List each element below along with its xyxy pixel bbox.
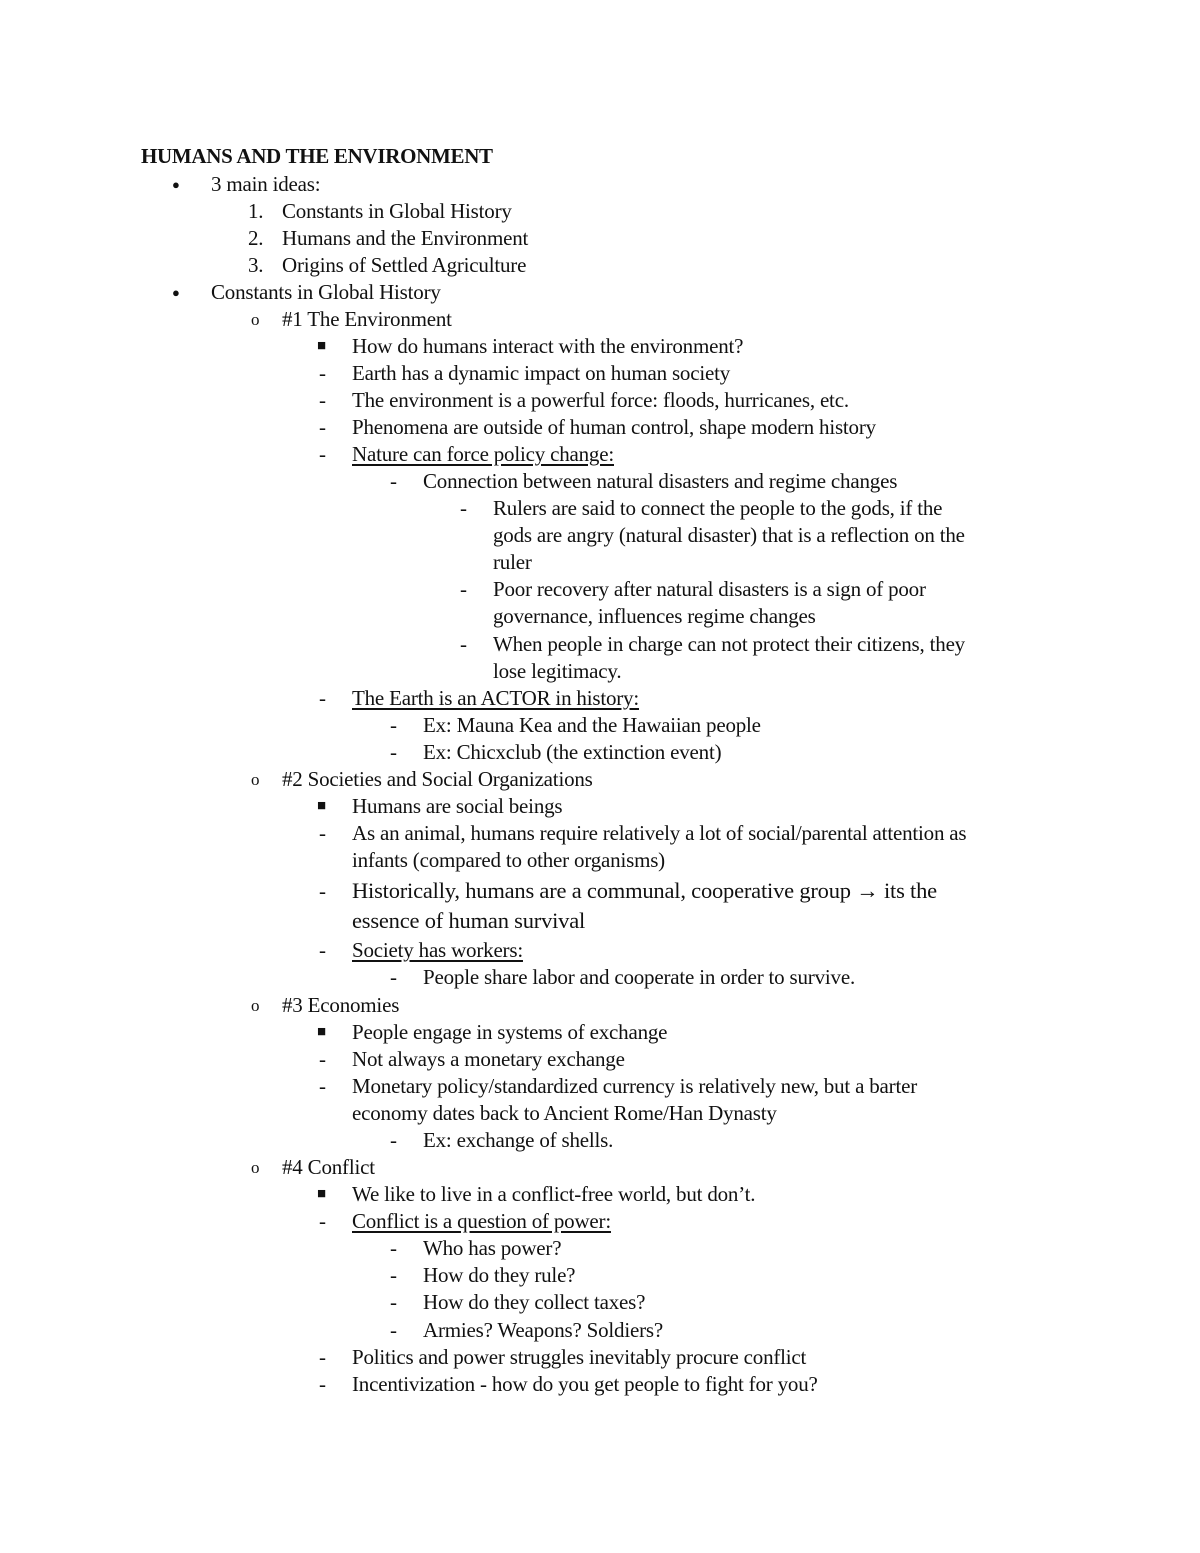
dash-marker: - (319, 1209, 326, 1233)
bullet-marker: ● (172, 177, 180, 192)
list-item-text: 3 main ideas: (211, 172, 321, 196)
dash-marker: - (390, 1290, 397, 1314)
square-marker: ■ (317, 1186, 326, 1202)
list-item-text: Conflict is a question of power: (352, 1209, 611, 1233)
dash-marker: - (460, 496, 467, 520)
bullet-marker: ● (172, 285, 180, 300)
circle-marker: o (251, 1158, 260, 1177)
list-item-text: #2 Societies and Social Organizations (282, 767, 593, 791)
list-item-text: How do humans interact with the environment? (352, 334, 744, 358)
list-item-text: Phenomena are outside of human control, shape modern history (352, 415, 876, 439)
list-item-text: #1 The Environment (282, 307, 452, 331)
list-item-text: As an animal, humans require relatively a lot of social/parental attention as (352, 821, 967, 845)
page-title: HUMANS AND THE ENVIRONMENT (141, 144, 493, 168)
number-marker: 2. (248, 226, 264, 250)
number-marker: 1. (248, 199, 264, 223)
list-item-text: Connection between natural disasters and regime changes (423, 469, 898, 493)
list-item-text: ruler (493, 550, 532, 574)
dash-marker: - (390, 469, 397, 493)
list-item-text: Nature can force policy change: (352, 442, 614, 466)
list-item-text: Not always a monetary exchange (352, 1047, 625, 1071)
list-item-text: Humans are social beings (352, 794, 563, 818)
list-item-text: Politics and power struggles inevitably procure conflict (352, 1345, 807, 1369)
list-item-text: Constants in Global History (211, 280, 441, 304)
list-item-text: People share labor and cooperate in order to survive. (423, 965, 855, 989)
dash-marker: - (390, 1128, 397, 1152)
list-item-text: Humans and the Environment (282, 226, 529, 250)
list-item-text: infants (compared to other organisms) (352, 848, 665, 872)
list-item-text: Armies? Weapons? Soldiers? (423, 1318, 663, 1342)
dash-marker: - (390, 713, 397, 737)
list-item-text: Who has power? (423, 1236, 562, 1260)
dash-marker: - (460, 632, 467, 656)
dash-marker: - (390, 965, 397, 989)
list-item-text: gods are angry (natural disaster) that is a reflection on the (493, 523, 965, 547)
dash-marker: - (319, 1345, 326, 1369)
square-marker: ■ (317, 798, 326, 814)
dash-marker: - (319, 879, 326, 903)
dash-marker: - (319, 1047, 326, 1071)
list-item-text: Earth has a dynamic impact on human society (352, 361, 731, 385)
dash-marker: - (319, 442, 326, 466)
dash-marker: - (390, 1318, 397, 1342)
dash-marker: - (390, 1236, 397, 1260)
list-item-text: Ex: Mauna Kea and the Hawaiian people (423, 713, 761, 737)
dash-marker: - (319, 361, 326, 385)
list-item-text: Rulers are said to connect the people to the gods, if the (493, 496, 943, 520)
list-item-text: The environment is a powerful force: floods, hurricanes, etc. (352, 388, 849, 412)
list-item-text: Origins of Settled Agriculture (282, 253, 527, 277)
dash-marker: - (319, 686, 326, 710)
dash-marker: - (319, 388, 326, 412)
list-item-text: essence of human survival (352, 908, 586, 933)
list-item-text: governance, influences regime changes (493, 604, 816, 628)
list-item-text: The Earth is an ACTOR in history: (352, 686, 639, 710)
dash-marker: - (460, 577, 467, 601)
dash-marker: - (390, 740, 397, 764)
list-item-text: Incentivization - how do you get people to fight for you? (352, 1372, 818, 1396)
list-item-text: Society has workers: (352, 938, 523, 962)
dash-marker: - (319, 938, 326, 962)
list-item-text: Poor recovery after natural disasters is a sign of poor (493, 577, 926, 601)
number-marker: 3. (248, 253, 264, 277)
circle-marker: o (251, 310, 260, 329)
list-item-text: How do they rule? (423, 1263, 576, 1287)
dash-marker: - (390, 1263, 397, 1287)
list-item-text: lose legitimacy. (493, 659, 622, 683)
circle-marker: o (251, 770, 260, 789)
list-item-text: People engage in systems of exchange (352, 1020, 668, 1044)
dash-marker: - (319, 415, 326, 439)
list-item-text: Monetary policy/standardized currency is relatively new, but a barter (352, 1074, 918, 1098)
list-item-text: We like to live in a conflict-free world, but don’t. (352, 1182, 756, 1206)
list-item-text: #4 Conflict (282, 1155, 375, 1179)
list-item-text: Ex: Chicxclub (the extinction event) (423, 740, 722, 764)
list-item-text: When people in charge can not protect their citizens, they (493, 632, 965, 656)
dash-marker: - (319, 821, 326, 845)
list-item-text: #3 Economies (282, 993, 400, 1017)
dash-marker: - (319, 1372, 326, 1396)
circle-marker: o (251, 996, 260, 1015)
list-item-text: economy dates back to Ancient Rome/Han Dynasty (352, 1101, 777, 1125)
square-marker: ■ (317, 1024, 326, 1040)
list-item-text: Constants in Global History (282, 199, 512, 223)
list-item-text: Ex: exchange of shells. (423, 1128, 614, 1152)
dash-marker: - (319, 1074, 326, 1098)
list-item-text: How do they collect taxes? (423, 1290, 646, 1314)
list-item-text: Historically, humans are a communal, cooperative group → its the (352, 878, 937, 903)
square-marker: ■ (317, 338, 326, 354)
